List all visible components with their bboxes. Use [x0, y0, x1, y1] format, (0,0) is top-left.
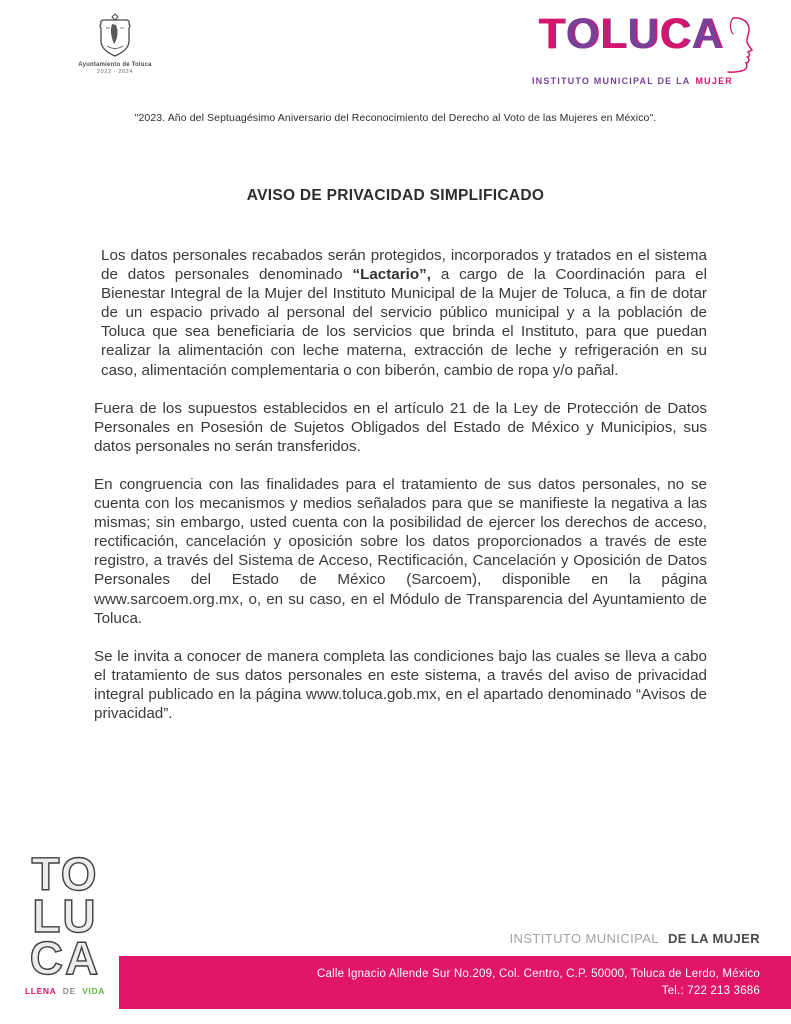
- institute-label: [510, 931, 760, 946]
- paragraph-1-text: Los datos personales recabados serán protegidos, incorporados y tratados en el sistema de datos personales denominado: [101, 247, 707, 284]
- year-quote: "2023. Año del Septuagésimo Aniversario del Reconocimiento del Derecho al Voto de las Mujeres en México".: [134, 112, 657, 124]
- toluca-stacked-logo: [22, 848, 108, 996]
- phone-line: Tel.: 722 213 3686: [661, 985, 760, 997]
- imm-subtitle-main: INSTITUTO MUNICIPAL DE LA: [531, 76, 691, 86]
- system-name-lactario: “Lactario”,: [352, 266, 431, 284]
- paragraph-4: Se le invita a conocer de manera completa las condiciones bajo las cuales se lleva a cabo el tratamiento de sus datos personales en este sistema, a través del aviso de privacidad integral publicado en la página www.toluca.gob.mx, en el apartado denominado “Avisos de privacidad”.: [94, 647, 707, 722]
- wordmark-letter: A: [691, 10, 723, 58]
- paragraph-2: Fuera de los supuestos establecidos en el artículo 21 de la Ley de Protección de Datos Personales en Posesión de Sujetos Obligados del Estado de México y Municipios, sus datos personales no serán transferidos.: [94, 399, 707, 455]
- woman-profile-icon: [725, 16, 755, 74]
- institute-label-light: INSTITUTO MUNICIPAL: [509, 931, 659, 946]
- toluca-wordmark: [532, 10, 761, 74]
- stacked-logo-row: TO: [31, 848, 99, 900]
- wordmark-letter: L: [600, 10, 627, 58]
- tagline-llena-de-vida: [22, 986, 108, 996]
- tagline-word: VIDA: [82, 986, 105, 996]
- imm-toluca-logo: [531, 10, 761, 86]
- coat-of-arms-caption: Ayuntamiento de Toluca: [78, 62, 152, 68]
- wordmark-letter: O: [565, 10, 600, 58]
- institute-label-bold: DE LA MUJER: [667, 931, 760, 946]
- tagline-word: LLENA: [25, 986, 57, 996]
- wordmark-letter: T: [538, 10, 565, 58]
- imm-subtitle: [532, 76, 733, 86]
- paragraph-1: [94, 246, 707, 380]
- toluca-coat-of-arms-icon: [98, 13, 132, 59]
- coat-of-arms: [76, 13, 154, 75]
- document-body: [94, 246, 707, 723]
- address-line: Calle Ignacio Allende Sur No.209, Col. Centro, C.P. 50000, Toluca de Lerdo, México: [316, 968, 760, 980]
- paragraph-1-text: a cargo de la Coordinación para el Bienestar Integral de la Mujer del Instituto Municipal de la Mujer de Toluca, a fin de dotar de un espacio privado al personal del servicio público municipal y a la población de Toluca que sea beneficiaria de los servicios que brinda el Instituto, para que puedan realizar la alimentación con leche materna, extracción de leche y refrigeración en su caso, alimentación complementaria o con biberón, cambio de ropa y/o pañal.: [101, 266, 707, 379]
- stacked-logo-row: CA: [29, 932, 101, 984]
- paragraph-3: En congruencia con las finalidades para el tratamiento de sus datos personales, no se cuenta con los mecanismos y medios señalados para que se manifieste la negativa a las mismas; sin embargo, usted cuenta con la posibilidad de ejercer los derechos de acceso, rectificación, cancelación y oposición sobre los datos proporcionados a través de este registro, a través del Sistema de Acceso, Rectificación, Cancelación y Oposición de Datos Personales del Estado de México (Sarcoem), disponible en la página www.sarcoem.org.mx, o, en su caso, en el Módulo de Transparencia del Ayuntamiento de Toluca.: [94, 475, 707, 627]
- wordmark-letter: U: [627, 10, 659, 58]
- imm-subtitle-accent: MUJER: [695, 76, 733, 86]
- footer-contact-bar: [119, 956, 791, 1009]
- page-title: AVISO DE PRIVACIDAD SIMPLIFICADO: [246, 187, 545, 204]
- wordmark-letter: C: [659, 10, 691, 58]
- tagline-word: DE: [62, 986, 76, 996]
- stacked-logo-row: LU: [32, 890, 98, 942]
- coat-of-arms-years: 2022 - 2024: [97, 69, 133, 75]
